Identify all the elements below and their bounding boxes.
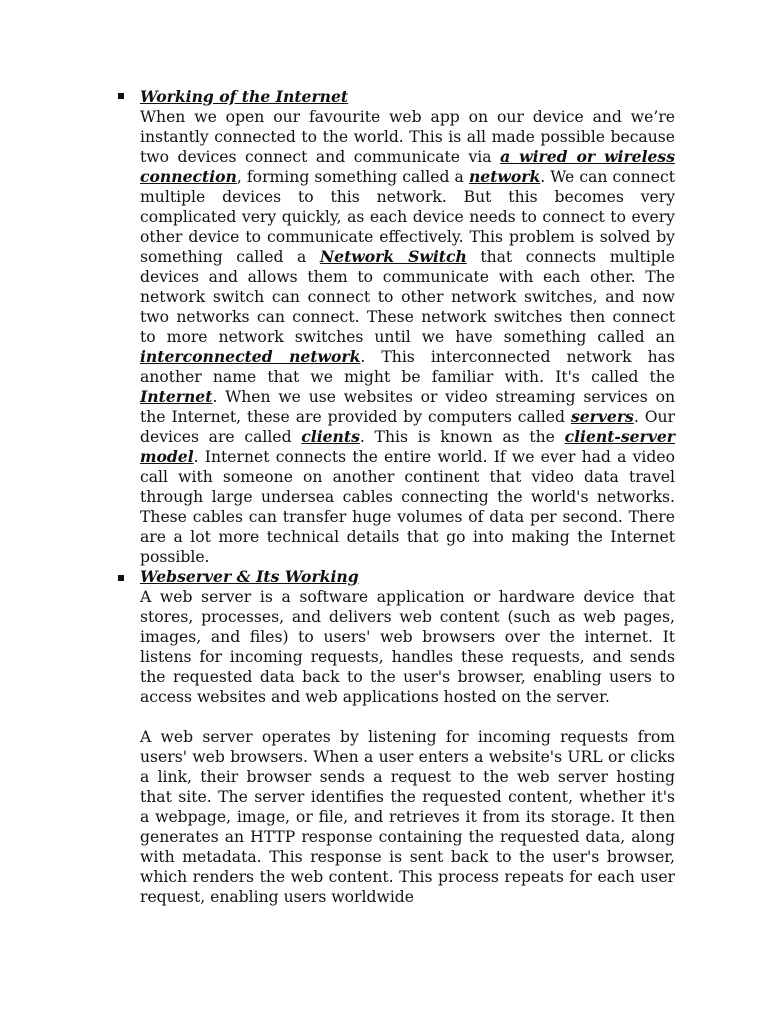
section-heading-internet: Working of the Internet [140,87,349,106]
term-clients: clients [301,427,360,446]
section-heading-webserver: Webserver & Its Working [140,567,359,586]
term-wired-or-wireless-connection: a wired or wireless connection [140,147,675,186]
section-paragraph-webserver-1: A web server is a software application or hardware device that stores, processes, and delivers web content (such as web pages, images, and files) to users' web browsers over the internet. It listens for incoming requests, handles these requests, and sends the requested data back to the user's browser, enabling users to access websites and web applications hosted on the server. [140,588,675,706]
term-network-switch: Network Switch [319,247,467,266]
section-paragraph-internet [140,107,675,567]
term-network: network [468,167,541,186]
term-interconnected-network: interconnected network [140,347,361,366]
text-run: . Our devices are called [140,408,675,446]
text-run: . This interconnected network has another name that we might be familiar with. It's called the [140,348,675,386]
text-run: , forming something called a [236,168,469,186]
section-paragraph-webserver-2: A web server operates by listening for incoming requests from users' web browsers. When a user enters a website's URL or clicks a link, their browser sends a request to the web server hosting that site. The server identifies the requested content, whether it's a webpage, image, or file, and retrieves it from its storage. It then generates an HTTP response containing the requested data, along with metadata. This response is sent back to the user's browser, which renders the web content. This process repeats for each user request, enabling users worldwide [140,728,675,906]
text-run: . This is known as the [359,428,565,446]
text-run: . We can connect multiple devices to this network. But this becomes very complicated very quickly, as each device needs to connect to every other device to communicate effectively. This problem is solved by something called a [140,168,675,266]
text-run: . When we use websites or video streaming services on the Internet, these are provided by computers called [140,388,675,426]
bullet-icon [118,93,124,99]
text-run: When we open our favourite web app on our device and we’re instantly connected to the world. This is all made possible because two devices connect and communicate via [140,108,675,166]
term-client-server-model: client-server model [140,427,676,466]
term-servers: servers [570,407,634,426]
bullet-icon [118,575,124,581]
text-run: . Internet connects the entire world. If we ever had a video call with someone on another continent that video data travel through large undersea cables connecting the world's networks. These cables can transfer huge volumes of data per second. There are a lot more technical details that go into making the Internet possible. [140,448,675,566]
text-run: that connects multiple devices and allows them to communicate with each other. The network switch can connect to other network switches, and now two networks can connect. These network switches then connect to more network switches until we have something called an [140,248,675,346]
term-internet: Internet [140,387,213,406]
